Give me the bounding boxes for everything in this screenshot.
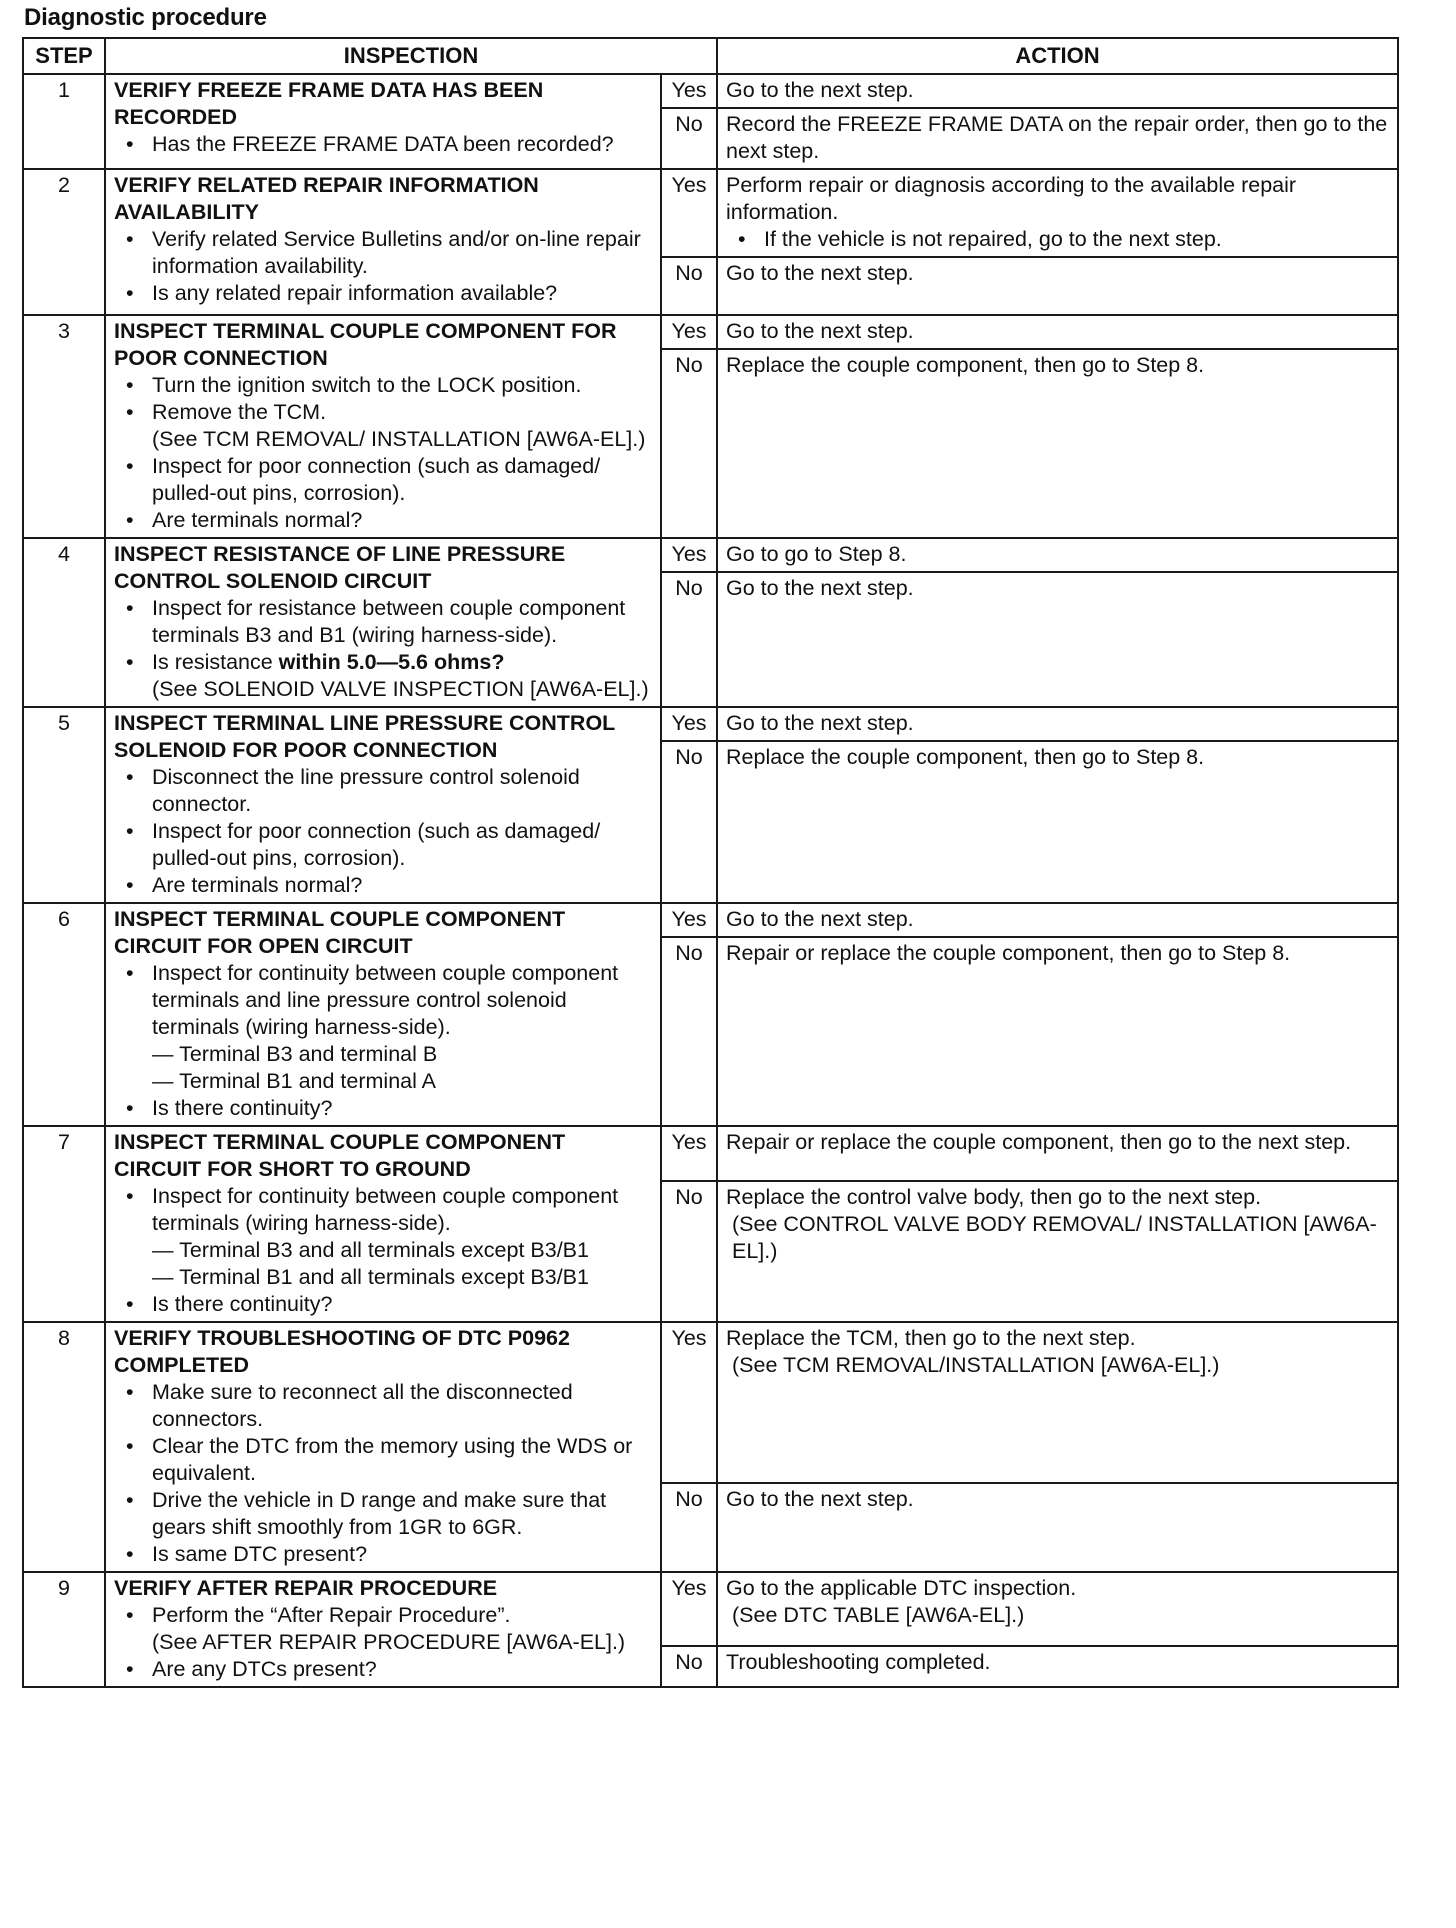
- yes-label: Yes: [661, 1126, 717, 1181]
- header-inspection: INSPECTION: [105, 38, 717, 74]
- reference-note: (See TCM REMOVAL/INSTALLATION [AW6A-EL].): [732, 1353, 1220, 1377]
- no-label: No: [661, 572, 717, 707]
- no-action-cell: [717, 1181, 1398, 1322]
- inspection-cell: [105, 538, 661, 707]
- inspection-cell: [105, 903, 661, 1126]
- inspection-item: • Inspect for resistance between couple component terminals B3 and B1 (wiring harness-side).: [152, 595, 652, 649]
- resistance-spec: within 5.0—5.6 ohms: [278, 650, 492, 674]
- table-row: [23, 315, 1398, 349]
- resistance-question-mark: ?: [491, 650, 505, 674]
- no-action: Go to the next step.: [717, 1483, 1398, 1572]
- inspection-item: • Are terminals normal?: [152, 872, 652, 899]
- table-row: [23, 707, 1398, 741]
- no-label: No: [661, 257, 717, 315]
- table-row: [23, 538, 1398, 572]
- inspection-item: • Turn the ignition switch to the LOCK position.: [152, 372, 652, 399]
- inspection-item: • Has the FREEZE FRAME DATA been recorded?: [152, 131, 652, 158]
- step-number: 7: [23, 1126, 105, 1322]
- inspection-item: • Inspect for poor connection (such as damaged/ pulled-out pins, corrosion).: [152, 453, 652, 507]
- header-step: STEP: [23, 38, 105, 74]
- inspection-item: • Clear the DTC from the memory using the WDS or equivalent.: [152, 1433, 652, 1487]
- table-row: [23, 903, 1398, 937]
- yes-action: Replace the TCM, then go to the next step.: [726, 1326, 1136, 1350]
- terminal-pair: — Terminal B3 and terminal B: [152, 1042, 438, 1066]
- no-action: Replace the couple component, then go to Step 8.: [717, 349, 1398, 538]
- yes-label: Yes: [661, 538, 717, 572]
- no-label: No: [661, 1483, 717, 1572]
- reference-note: (See TCM REMOVAL/ INSTALLATION [AW6A-EL].): [152, 427, 646, 451]
- no-label: No: [661, 349, 717, 538]
- step-heading: INSPECT TERMINAL COUPLE COMPONENT CIRCUIT FOR OPEN CIRCUIT: [114, 907, 566, 958]
- no-label: No: [661, 108, 717, 169]
- inspection-item: • Disconnect the line pressure control solenoid connector.: [152, 764, 652, 818]
- yes-action-cell: [717, 1572, 1398, 1646]
- yes-label: Yes: [661, 169, 717, 257]
- no-action: Repair or replace the couple component, then go to Step 8.: [717, 937, 1398, 1126]
- inspection-item: • Is any related repair information available?: [152, 280, 652, 307]
- step-number: 4: [23, 538, 105, 707]
- step-heading: VERIFY RELATED REPAIR INFORMATION AVAILABILITY: [114, 173, 539, 224]
- yes-action: Go to the next step.: [717, 707, 1398, 741]
- yes-label: Yes: [661, 315, 717, 349]
- inspection-cell: [105, 1572, 661, 1687]
- step-number: 9: [23, 1572, 105, 1687]
- step-number: 6: [23, 903, 105, 1126]
- inspection-cell: [105, 315, 661, 538]
- inspection-item: [152, 399, 652, 453]
- inspection-item: • Verify related Service Bulletins and/or on-line repair information availability.: [152, 226, 652, 280]
- no-label: No: [661, 1646, 717, 1687]
- no-action: Replace the couple component, then go to Step 8.: [717, 741, 1398, 903]
- step-heading: INSPECT TERMINAL COUPLE COMPONENT CIRCUIT FOR SHORT TO GROUND: [114, 1130, 566, 1181]
- inspection-item: • Are any DTCs present?: [152, 1656, 652, 1683]
- inspection-cell: [105, 74, 661, 169]
- page-title: Diagnostic procedure: [24, 4, 267, 31]
- step-number: 2: [23, 169, 105, 315]
- table-row: [23, 74, 1398, 108]
- yes-action-bullet: • If the vehicle is not repaired, go to the next step.: [726, 226, 1389, 253]
- header-action: ACTION: [717, 38, 1398, 74]
- table-row: [23, 1572, 1398, 1646]
- inspection-item: • Make sure to reconnect all the disconnected connectors.: [152, 1379, 652, 1433]
- no-label: No: [661, 937, 717, 1126]
- inspection-item: • Is same DTC present?: [152, 1541, 652, 1568]
- reference-note: (See AFTER REPAIR PROCEDURE [AW6A-EL].): [152, 1630, 626, 1654]
- header-row: [23, 38, 1398, 74]
- no-action: Record the FREEZE FRAME DATA on the repair order, then go to the next step.: [717, 108, 1398, 169]
- step-heading: INSPECT TERMINAL COUPLE COMPONENT FOR POOR CONNECTION: [114, 319, 617, 370]
- no-action: Replace the control valve body, then go to the next step.: [726, 1184, 1262, 1209]
- inspection-cell: [105, 1322, 661, 1572]
- inspection-item: • Drive the vehicle in D range and make sure that gears shift smoothly from 1GR to 6GR.: [152, 1487, 652, 1541]
- no-action: Go to the next step.: [717, 257, 1398, 315]
- yes-action: Perform repair or diagnosis according to the available repair information.: [726, 173, 1297, 224]
- yes-action-cell: [717, 169, 1398, 257]
- yes-action: Repair or replace the couple component, then go to the next step.: [717, 1126, 1398, 1181]
- inspection-cell: [105, 1126, 661, 1322]
- table-row: [23, 1322, 1398, 1483]
- terminal-pair: — Terminal B1 and all terminals except B3/B1: [152, 1265, 589, 1289]
- yes-action: Go to the next step.: [717, 315, 1398, 349]
- yes-label: Yes: [661, 1322, 717, 1483]
- terminal-pair: — Terminal B1 and terminal A: [152, 1069, 437, 1093]
- inspection-item: • Inspect for poor connection (such as damaged/ pulled-out pins, corrosion).: [152, 818, 652, 872]
- yes-label: Yes: [661, 1572, 717, 1646]
- inspection-item-text: • Inspect for continuity between couple component terminals (wiring harness-side).: [152, 1184, 619, 1235]
- terminal-pair: — Terminal B3 and all terminals except B3/B1: [152, 1238, 589, 1262]
- yes-action: Go to the applicable DTC inspection.: [726, 1576, 1077, 1600]
- table-row: [23, 1126, 1398, 1181]
- yes-action: Go to the next step.: [717, 903, 1398, 937]
- no-action: Go to the next step.: [717, 572, 1398, 707]
- reference-note: (See DTC TABLE [AW6A-EL].): [732, 1603, 1025, 1627]
- resistance-question: Is resistance: [152, 650, 279, 674]
- inspection-cell: [105, 707, 661, 903]
- step-heading: INSPECT TERMINAL LINE PRESSURE CONTROL SOLENOID FOR POOR CONNECTION: [114, 711, 615, 762]
- inspection-item: • Is there continuity?: [152, 1095, 652, 1122]
- step-number: 5: [23, 707, 105, 903]
- inspection-item: [152, 1183, 652, 1291]
- inspection-item: [152, 960, 652, 1095]
- inspection-item: • Are terminals normal?: [152, 507, 652, 534]
- yes-label: Yes: [661, 707, 717, 741]
- step-heading: VERIFY TROUBLESHOOTING OF DTC P0962 COMPLETED: [114, 1326, 570, 1377]
- inspection-item: • Is there continuity?: [152, 1291, 652, 1318]
- table-row: [23, 169, 1398, 257]
- no-action: Troubleshooting completed.: [717, 1646, 1398, 1687]
- diagnostic-table: [22, 37, 1399, 1688]
- yes-action: Go to go to Step 8.: [717, 538, 1398, 572]
- yes-label: Yes: [661, 74, 717, 108]
- inspection-item-text: • Perform the “After Repair Procedure”.: [152, 1603, 511, 1627]
- inspection-item: [152, 649, 652, 703]
- step-number: 3: [23, 315, 105, 538]
- reference-note: (See SOLENOID VALVE INSPECTION [AW6A-EL].): [152, 677, 649, 701]
- yes-action-cell: [717, 1322, 1398, 1483]
- inspection-item-text: • Remove the TCM.: [152, 400, 327, 424]
- step-number: 1: [23, 74, 105, 169]
- step-heading: INSPECT RESISTANCE OF LINE PRESSURE CONTROL SOLENOID CIRCUIT: [114, 542, 566, 593]
- inspection-cell: [105, 169, 661, 315]
- yes-label: Yes: [661, 903, 717, 937]
- no-label: No: [661, 1181, 717, 1322]
- step-heading: VERIFY AFTER REPAIR PROCEDURE: [114, 1576, 498, 1600]
- step-number: 8: [23, 1322, 105, 1572]
- reference-note: (See CONTROL VALVE BODY REMOVAL/ INSTALLATION [AW6A-EL].): [732, 1211, 1377, 1263]
- inspection-item: [152, 1602, 652, 1656]
- step-heading: VERIFY FREEZE FRAME DATA HAS BEEN RECORDED: [114, 78, 544, 129]
- yes-action: Go to the next step.: [717, 74, 1398, 108]
- no-label: No: [661, 741, 717, 903]
- inspection-item-text: • Inspect for continuity between couple component terminals and line pressure control solenoid terminals (wiring harness-side).: [152, 961, 619, 1039]
